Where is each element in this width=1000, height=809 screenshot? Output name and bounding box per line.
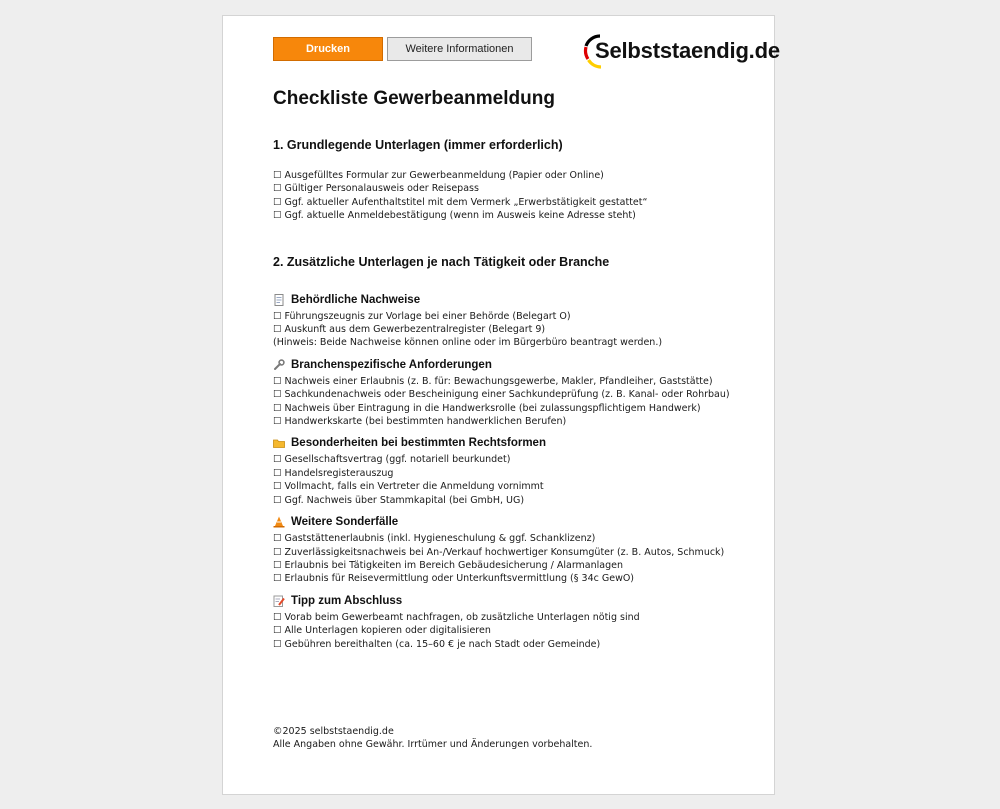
print-button[interactable]: Drucken xyxy=(273,37,383,61)
footer-disclaimer: Alle Angaben ohne Gewähr. Irrtümer und Änderungen vorbehalten. xyxy=(273,739,593,751)
checkbox-icon[interactable]: ☐ xyxy=(273,183,282,195)
checkbox-icon[interactable]: ☐ xyxy=(273,170,282,181)
group-heading-final-tip: Tipp zum Abschluss xyxy=(273,594,753,608)
checklist-item[interactable]: ☐ Erlaubnis für Reisevermittlung oder Unterkunftsvermittlung (§ 34c GewO) xyxy=(273,573,635,585)
checklist-item[interactable]: ☐ Erlaubnis bei Tätigkeiten im Bereich Gebäudesicherung / Alarmanlagen xyxy=(273,559,624,571)
checkbox-icon[interactable]: ☐ xyxy=(273,638,282,650)
logo-text: Selbststaendig.de xyxy=(595,38,780,63)
checklist-page xyxy=(222,15,780,795)
checklist-item[interactable]: ☐ Vollmacht, falls ein Vertreter die Anmeldung vornimmt xyxy=(273,481,544,493)
page-title: Checkliste Gewerbeanmeldung xyxy=(273,88,555,109)
checklist-item[interactable]: ☐ Zuverlässigkeitsnachweis bei An-/Verkauf hochwertiger Konsumgüter (z. B. Autos, Schmuck) xyxy=(273,546,725,558)
checkbox-icon[interactable]: ☐ xyxy=(273,210,282,222)
group-heading-special-cases: Weitere Sonderfälle xyxy=(273,515,753,529)
group-heading-legal-forms: Besonderheiten bei bestimmten Rechtsformen xyxy=(273,436,753,450)
checkbox-icon[interactable]: ☐ xyxy=(273,402,282,414)
checkbox-icon[interactable]: ☐ xyxy=(273,533,282,545)
checkbox-icon[interactable]: ☐ xyxy=(273,625,282,637)
checklist-item[interactable]: ☐ Gaststättenerlaubnis (inkl. Hygieneschulung & ggf. Schanklizenz) xyxy=(273,533,596,545)
document-icon xyxy=(273,294,285,306)
checkbox-icon[interactable]: ☐ xyxy=(273,573,282,585)
checklist-item[interactable]: ☐ Ggf. Nachweis über Stammkapital (bei GmbH, UG) xyxy=(273,494,525,506)
folder-icon xyxy=(273,437,285,449)
checklist-item[interactable]: ☐ Sachkundenachweis oder Bescheinigung einer Sachkundeprüfung (z. B. Kanal- oder Rohrbau) xyxy=(273,389,730,401)
checklist-item[interactable]: ☐ Nachweis einer Erlaubnis (z. B. für: Bewachungsgewerbe, Makler, Pfandleiher, Gaststätte) xyxy=(273,375,713,387)
more-info-button[interactable]: Weitere Informationen xyxy=(387,37,532,61)
checklist-item[interactable]: ☐ Gebühren bereithalten (ca. 15–60 € je nach Stadt oder Gemeinde) xyxy=(273,638,601,650)
footer xyxy=(273,725,592,752)
checklist-item[interactable]: ☐ Handwerkskarte (bei bestimmten handwerklichen Berufen) xyxy=(273,416,567,428)
memo-icon xyxy=(273,595,285,607)
checklist-item[interactable]: ☐ Gesellschaftsvertrag (ggf. notariell beurkundet) xyxy=(273,454,511,466)
checkbox-icon[interactable]: ☐ xyxy=(273,546,282,558)
checklist-item[interactable]: ☐ Ausgefülltes Formular zur Gewerbeanmeldung (Papier oder Online) xyxy=(273,170,604,181)
wrench-icon xyxy=(273,359,285,371)
checkbox-icon[interactable]: ☐ xyxy=(273,324,282,336)
checklist-item[interactable]: ☐ Auskunft aus dem Gewerbezentralregister (Belegart 9) xyxy=(273,324,546,336)
checkbox-icon[interactable]: ☐ xyxy=(273,494,282,506)
checkbox-icon[interactable]: ☐ xyxy=(273,454,282,466)
checkbox-icon[interactable]: ☐ xyxy=(273,416,282,428)
checklist-item[interactable]: ☐ Alle Unterlagen kopieren oder digitalisieren xyxy=(273,625,491,637)
checkbox-icon[interactable]: ☐ xyxy=(273,559,282,571)
checklist-item[interactable]: ☐ Gültiger Personalausweis oder Reisepass xyxy=(273,183,479,195)
group-heading-authority: Behördliche Nachweise xyxy=(273,293,753,307)
site-logo[interactable] xyxy=(583,32,780,70)
checkbox-icon[interactable]: ☐ xyxy=(273,611,282,623)
section-1-list xyxy=(273,169,753,223)
footer-copyright: ©2025 selbststaendig.de xyxy=(273,726,394,737)
checklist-item[interactable]: ☐ Nachweis über Eintragung in die Handwerksrolle (bei zulassungspflichtigem Handwerk) xyxy=(273,402,701,414)
checklist-item[interactable]: ☐ Vorab beim Gewerbeamt nachfragen, ob zusätzliche Unterlagen nötig sind xyxy=(273,611,640,623)
cone-icon xyxy=(273,516,285,528)
checkbox-icon[interactable]: ☐ xyxy=(273,467,282,479)
checkbox-icon[interactable]: ☐ xyxy=(273,196,282,208)
checklist-item[interactable]: ☐ Führungszeugnis zur Vorlage bei einer Behörde (Belegart O) xyxy=(273,310,571,322)
section-2-heading: 2. Zusätzliche Unterlagen je nach Tätigkeit oder Branche xyxy=(273,254,610,269)
checkbox-icon[interactable]: ☐ xyxy=(273,389,282,401)
checklist-item[interactable]: ☐ Ggf. aktueller Aufenthaltstitel mit dem Vermerk „Erwerbstätigkeit gestattet“ xyxy=(273,196,648,208)
checklist-item[interactable]: ☐ Handelsregisterauszug xyxy=(273,467,394,479)
section-1-heading: 1. Grundlegende Unterlagen (immer erforderlich) xyxy=(273,138,563,152)
checkbox-icon[interactable]: ☐ xyxy=(273,310,282,322)
checkbox-icon[interactable]: ☐ xyxy=(273,481,282,493)
group-heading-industry: Branchenspezifische Anforderungen xyxy=(273,358,753,372)
hint-note: (Hinweis: Beide Nachweise können online oder im Bürgerbüro beantragt werden.) xyxy=(273,337,663,349)
checklist-item[interactable]: ☐ Ggf. aktuelle Anmeldebestätigung (wenn im Ausweis keine Adresse steht) xyxy=(273,210,636,222)
checkbox-icon[interactable]: ☐ xyxy=(273,375,282,387)
